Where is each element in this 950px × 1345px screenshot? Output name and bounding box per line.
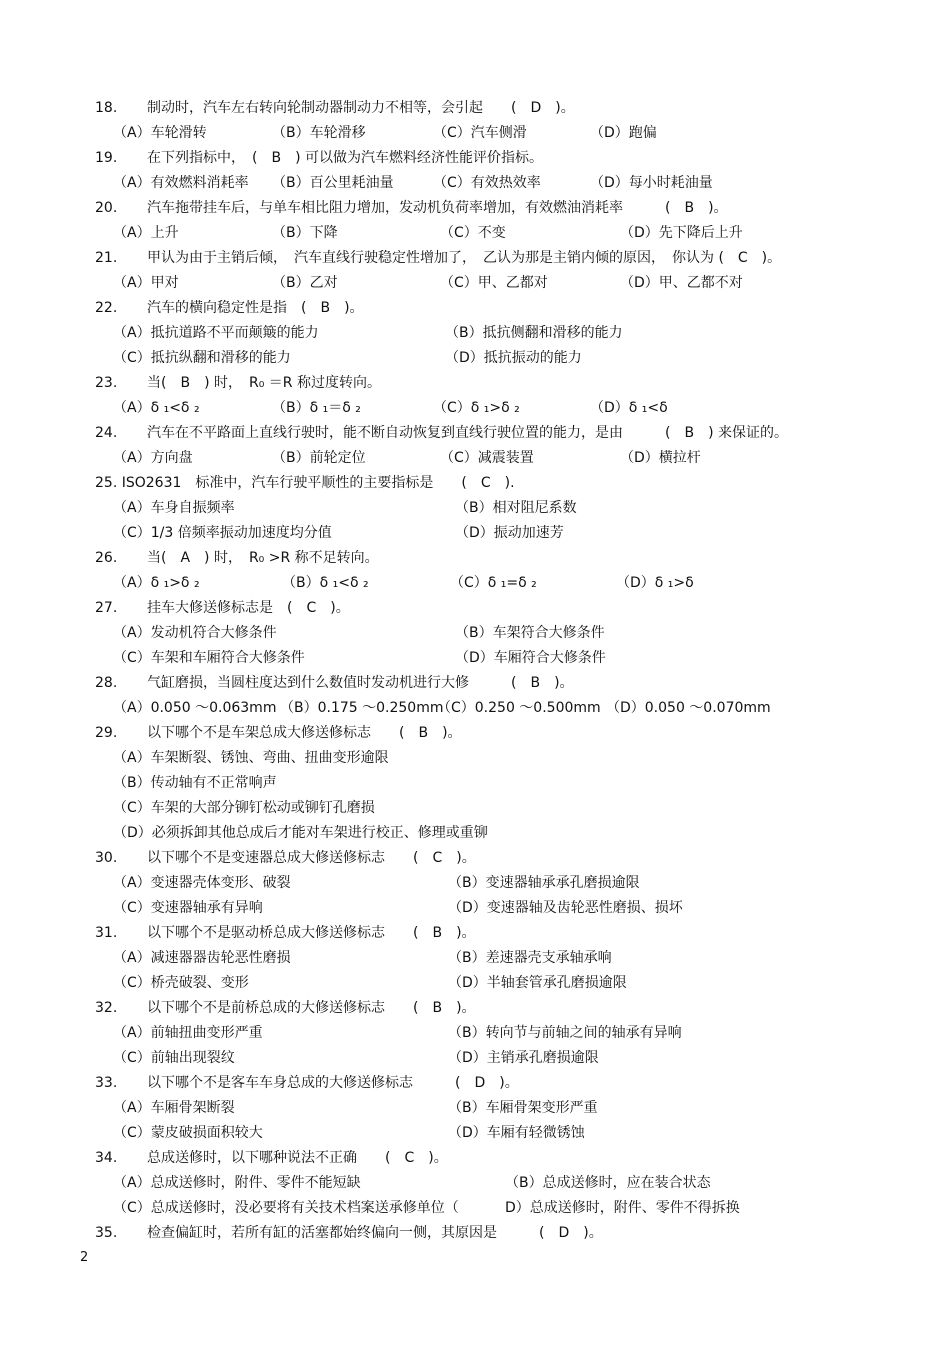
answer-option: （C）不变 bbox=[440, 225, 506, 241]
answer-option: （A）车架断裂、锈蚀、弯曲、扭曲变形逾限 bbox=[113, 750, 389, 766]
answer-option: （B）变速器轴承承孔磨损逾限 bbox=[448, 875, 640, 891]
answer-option: （B）抵抗侧翻和滑移的能力 bbox=[445, 325, 623, 341]
answer-option: （C）桥壳破裂、变形 bbox=[113, 975, 249, 991]
answer-option: （B）百公里耗油量 bbox=[272, 175, 394, 191]
question-number: 32. bbox=[95, 1000, 118, 1016]
question-text: 标准中，汽车行驶平顺性的主要指标是 ( C ). bbox=[181, 475, 515, 491]
question-number: 24. bbox=[95, 425, 118, 441]
answer-option: （D）0.050 ～0.070mm bbox=[606, 700, 771, 716]
question-number: 25. ISO2631 bbox=[95, 475, 182, 491]
question-text: 汽车在不平路面上直线行驶时，能不断自动恢复到直线行驶位置的能力，是由 ( B ) 来保证的。 bbox=[147, 425, 788, 441]
answer-option: （B）δ ₁<δ ₂ bbox=[282, 575, 369, 591]
answer-option: （C）减震装置 bbox=[440, 450, 534, 466]
answer-option: （C）甲、乙都对 bbox=[440, 275, 548, 291]
question-text: 气缸磨损，当圆柱度达到什么数值时发动机进行大修 ( B )。 bbox=[147, 675, 574, 691]
question-text: 以下哪个不是客车车身总成的大修送修标志 ( D )。 bbox=[147, 1075, 519, 1091]
answer-option: （D）先下降后上升 bbox=[620, 225, 743, 241]
answer-option: （D）必须拆卸其他总成后才能对车架进行校正、修理或重铆 bbox=[113, 825, 488, 841]
question-text: 在下列指标中， ( B ) 可以做为汽车燃料经济性能评价指标。 bbox=[147, 150, 543, 166]
question-stem bbox=[95, 149, 543, 167]
answer-option: （D）车厢有轻微锈蚀 bbox=[448, 1125, 585, 1141]
answer-option: （B）下降 bbox=[272, 225, 338, 241]
answer-option: （D）变速器轴及齿轮恶性磨损、损坏 bbox=[448, 900, 683, 916]
question-text: 以下哪个不是变速器总成大修送修标志 ( C )。 bbox=[147, 850, 476, 866]
answer-option: （A）δ ₁>δ ₂ bbox=[113, 575, 200, 591]
answer-option: （D）半轴套管承孔磨损逾限 bbox=[448, 975, 627, 991]
answer-option: （D）δ ₁>δ bbox=[616, 575, 694, 591]
question-number: 34. bbox=[95, 1150, 118, 1166]
answer-option: （A）发动机符合大修条件 bbox=[113, 625, 277, 641]
question-text: 以下哪个不是前桥总成的大修送修标志 ( B )。 bbox=[147, 1000, 476, 1016]
answer-option: （D）车厢符合大修条件 bbox=[455, 650, 606, 666]
answer-option: （A）车轮滑转 bbox=[113, 125, 207, 141]
question-stem bbox=[95, 1224, 603, 1242]
question-number: 30. bbox=[95, 850, 118, 866]
answer-option: （C）前轴出现裂纹 bbox=[113, 1050, 235, 1066]
answer-option: （A）前轴扭曲变形严重 bbox=[113, 1025, 263, 1041]
answer-option: （C）1/3 倍频率振动加速度均分值 bbox=[113, 525, 332, 541]
question-text: 总成送修时，以下哪种说法不正确 ( C )。 bbox=[147, 1150, 448, 1166]
question-text: 制动时，汽车左右转向轮制动器制动力不相等，会引起 ( D )。 bbox=[147, 100, 575, 116]
answer-option: （A）车身自振频率 bbox=[113, 500, 235, 516]
answer-option: （D）δ ₁<δ bbox=[590, 400, 668, 416]
question-number: 33. bbox=[95, 1075, 118, 1091]
question-text: 汽车拖带挂车后，与单车相比阻力增加，发动机负荷率增加，有效燃油消耗率 ( B )。 bbox=[147, 200, 728, 216]
question-stem bbox=[95, 549, 379, 567]
question-text: 以下哪个不是驱动桥总成大修送修标志 ( B )。 bbox=[147, 925, 476, 941]
answer-option: （A）有效燃料消耗率 bbox=[113, 175, 249, 191]
question-stem bbox=[95, 424, 788, 442]
answer-option: （B）前轮定位 bbox=[272, 450, 366, 466]
answer-option: （A）车厢骨架断裂 bbox=[113, 1100, 235, 1116]
answer-option: （B）传动轴有不正常响声 bbox=[113, 775, 277, 791]
answer-option: （B）车架符合大修条件 bbox=[455, 625, 605, 641]
question-number: 35. bbox=[95, 1225, 118, 1241]
answer-option: （A）上升 bbox=[113, 225, 179, 241]
question-stem bbox=[95, 1074, 519, 1092]
question-text: 汽车的横向稳定性是指 ( B )。 bbox=[147, 300, 364, 316]
question-number: 19. bbox=[95, 150, 118, 166]
answer-option: （B）差速器壳支承轴承响 bbox=[448, 950, 612, 966]
question-number: 21. bbox=[95, 250, 118, 266]
question-stem bbox=[95, 374, 381, 392]
answer-option: （C）蒙皮破损面积较大 bbox=[113, 1125, 263, 1141]
question-stem bbox=[95, 99, 575, 117]
question-text: 挂车大修送修标志是 ( C )。 bbox=[147, 600, 350, 616]
question-number: 20. bbox=[95, 200, 118, 216]
answer-option: （A）总成送修时，附件、零件不能短缺 bbox=[113, 1175, 361, 1191]
question-stem bbox=[95, 474, 515, 492]
question-text: 当( B ) 时， R₀ ＝R 称过度转向。 bbox=[147, 375, 381, 391]
answer-option: （D）横拉杆 bbox=[620, 450, 701, 466]
question-stem bbox=[95, 674, 574, 692]
answer-option: （D）甲、乙都不对 bbox=[620, 275, 743, 291]
question-number: 29. bbox=[95, 725, 118, 741]
answer-option: （C）车架和车厢符合大修条件 bbox=[113, 650, 305, 666]
answer-option: （A）0.050 ～0.063mm bbox=[113, 700, 277, 716]
answer-option: （B）δ ₁＝δ ₂ bbox=[272, 400, 361, 416]
answer-option: （C）汽车侧滑 bbox=[433, 125, 527, 141]
question-stem bbox=[95, 849, 476, 867]
question-stem bbox=[95, 299, 364, 317]
answer-option: （D）每小时耗油量 bbox=[590, 175, 713, 191]
answer-option: （B）0.175 ～0.250mm bbox=[280, 700, 444, 716]
answer-option: （C）有效热效率 bbox=[433, 175, 541, 191]
question-text: 检查偏缸时，若所有缸的活塞都始终偏向一侧，其原因是 ( D )。 bbox=[147, 1225, 603, 1241]
question-stem bbox=[95, 249, 781, 267]
answer-option: （B）车轮滑移 bbox=[272, 125, 366, 141]
answer-option: （D）主销承孔磨损逾限 bbox=[448, 1050, 599, 1066]
answer-option: （D）跑偏 bbox=[590, 125, 657, 141]
question-number: 18. bbox=[95, 100, 118, 116]
question-text: 当( A ) 时， R₀ >R 称不足转向。 bbox=[147, 550, 379, 566]
answer-option: （D）振动加速芳 bbox=[455, 525, 564, 541]
answer-option: （A）减速器器齿轮恶性磨损 bbox=[113, 950, 291, 966]
answer-option: （C）车架的大部分铆钉松动或铆钉孔磨损 bbox=[113, 800, 375, 816]
question-number: 26. bbox=[95, 550, 118, 566]
answer-option: （B）相对阻尼系数 bbox=[455, 500, 577, 516]
answer-option: （A）δ ₁<δ ₂ bbox=[113, 400, 200, 416]
question-number: 22. bbox=[95, 300, 118, 316]
question-number: 28. bbox=[95, 675, 118, 691]
answer-option: （C）变速器轴承有异响 bbox=[113, 900, 263, 916]
answer-option: （C）δ ₁=δ ₂ bbox=[450, 575, 537, 591]
answer-option: （B）乙对 bbox=[272, 275, 338, 291]
answer-option: （C）总成送修时，没必要将有关技术档案送承修单位（ bbox=[113, 1200, 459, 1216]
question-stem bbox=[95, 924, 476, 942]
question-number: 27. bbox=[95, 600, 118, 616]
question-text: 以下哪个不是车架总成大修送修标志 ( B )。 bbox=[147, 725, 462, 741]
answer-option: （B）总成送修时，应在装合状态 bbox=[505, 1175, 711, 1191]
answer-option: （C）δ ₁>δ ₂ bbox=[433, 400, 520, 416]
answer-option: （A）甲对 bbox=[113, 275, 179, 291]
answer-option: （C）抵抗纵翻和滑移的能力 bbox=[113, 350, 291, 366]
answer-option: D）总成送修时，附件、零件不得拆换 bbox=[505, 1200, 740, 1216]
answer-option: （B）转向节与前轴之间的轴承有异响 bbox=[448, 1025, 682, 1041]
answer-option: （B）车厢骨架变形严重 bbox=[448, 1100, 598, 1116]
answer-option: （A）方向盘 bbox=[113, 450, 193, 466]
question-stem bbox=[95, 199, 728, 217]
answer-option: （C）0.250 ～0.500mm bbox=[437, 700, 601, 716]
question-stem bbox=[95, 1149, 448, 1167]
page-number: 2 bbox=[80, 1250, 89, 1265]
question-number: 31. bbox=[95, 925, 118, 941]
question-stem bbox=[95, 599, 350, 617]
answer-option: （D）抵抗振动的能力 bbox=[445, 350, 582, 366]
question-stem bbox=[95, 724, 462, 742]
answer-option: （A）变速器壳体变形、破裂 bbox=[113, 875, 291, 891]
question-stem bbox=[95, 999, 476, 1017]
question-text: 甲认为由于主销后倾， 汽车直线行驶稳定性增加了， 乙认为那是主销内倾的原因， 你认为 ( C )。 bbox=[147, 250, 782, 266]
answer-option: （A）抵抗道路不平而颠簸的能力 bbox=[113, 325, 319, 341]
question-number: 23. bbox=[95, 375, 118, 391]
